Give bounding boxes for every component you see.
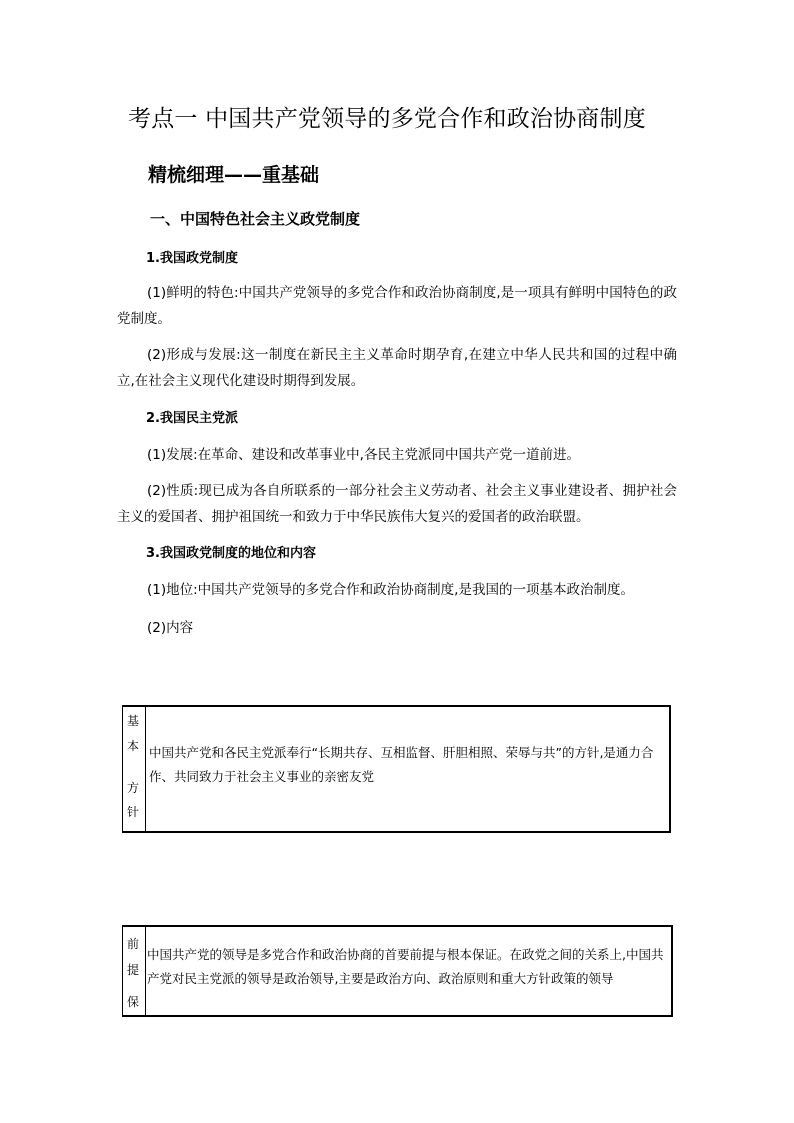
heading-2: 2.我国民主党派 <box>146 411 238 426</box>
paragraph-1: (1)鲜明的特色:中国共产党领导的多党合作和政治协商制度,是一项具有鲜明中国特色的政党制度。 <box>117 285 677 327</box>
label-char: 针 <box>127 805 140 819</box>
box-text: 中国共产党和各民主党派奉行“长期共存、互相监督、肝胆相照、荣辱与共”的方针,是通力合作、共同致力于社会主义事业的亲密友党 <box>149 745 654 784</box>
heading-3: 3.我国政党制度的地位和内容 <box>146 546 316 561</box>
subtitle: 精梳细理——重基础 <box>148 164 320 186</box>
box-text: 中国共产党的领导是多党合作和政治协商的首要前提与根本保证。在政党之间的关系上,中国共产党对民主党派的领导是政治领导,主要是政治方向、政治原则和重大方针政策的领导 <box>147 947 664 986</box>
paragraph-5: (1)地位:中国共产党领导的多党合作和政治协商制度,是我国的一项基本政治制度。 <box>147 582 634 598</box>
section-heading: 一、中国特色社会主义政党制度 <box>150 210 361 228</box>
label-char: 提 <box>127 963 140 977</box>
content-box-premise <box>122 925 673 1017</box>
paragraph-4: (2)性质:现已成为各自所联系的一部分社会主义劳动者、社会主义事业建设者、拥护社会主义的爱国者、拥护祖国统一和致力于中华民族伟大复兴的爱国者的政治联盟。 <box>117 483 677 525</box>
box-label <box>123 927 146 1015</box>
paragraph-3: (1)发展:在革命、建设和改革事业中,各民主党派同中国共产党一道前进。 <box>147 447 580 463</box>
content-box-basic-policy <box>122 705 671 833</box>
label-char: 保 <box>127 995 140 1009</box>
page-title: 考点一 中国共产党领导的多党合作和政治协商制度 <box>128 106 646 132</box>
heading-1: 1.我国政党制度 <box>146 251 238 266</box>
box-label <box>123 707 146 831</box>
label-char: 基 <box>127 714 140 728</box>
label-char: 方 <box>127 781 140 795</box>
label-char: 前 <box>127 937 140 951</box>
paragraph-6: (2)内容 <box>147 620 194 636</box>
label-char: 本 <box>127 739 140 753</box>
paragraph-2: (2)形成与发展:这一制度在新民主主义革命时期孕育,在建立中华人民共和国的过程中确立,在社会主义现代化建设时期得到发展。 <box>117 347 677 389</box>
